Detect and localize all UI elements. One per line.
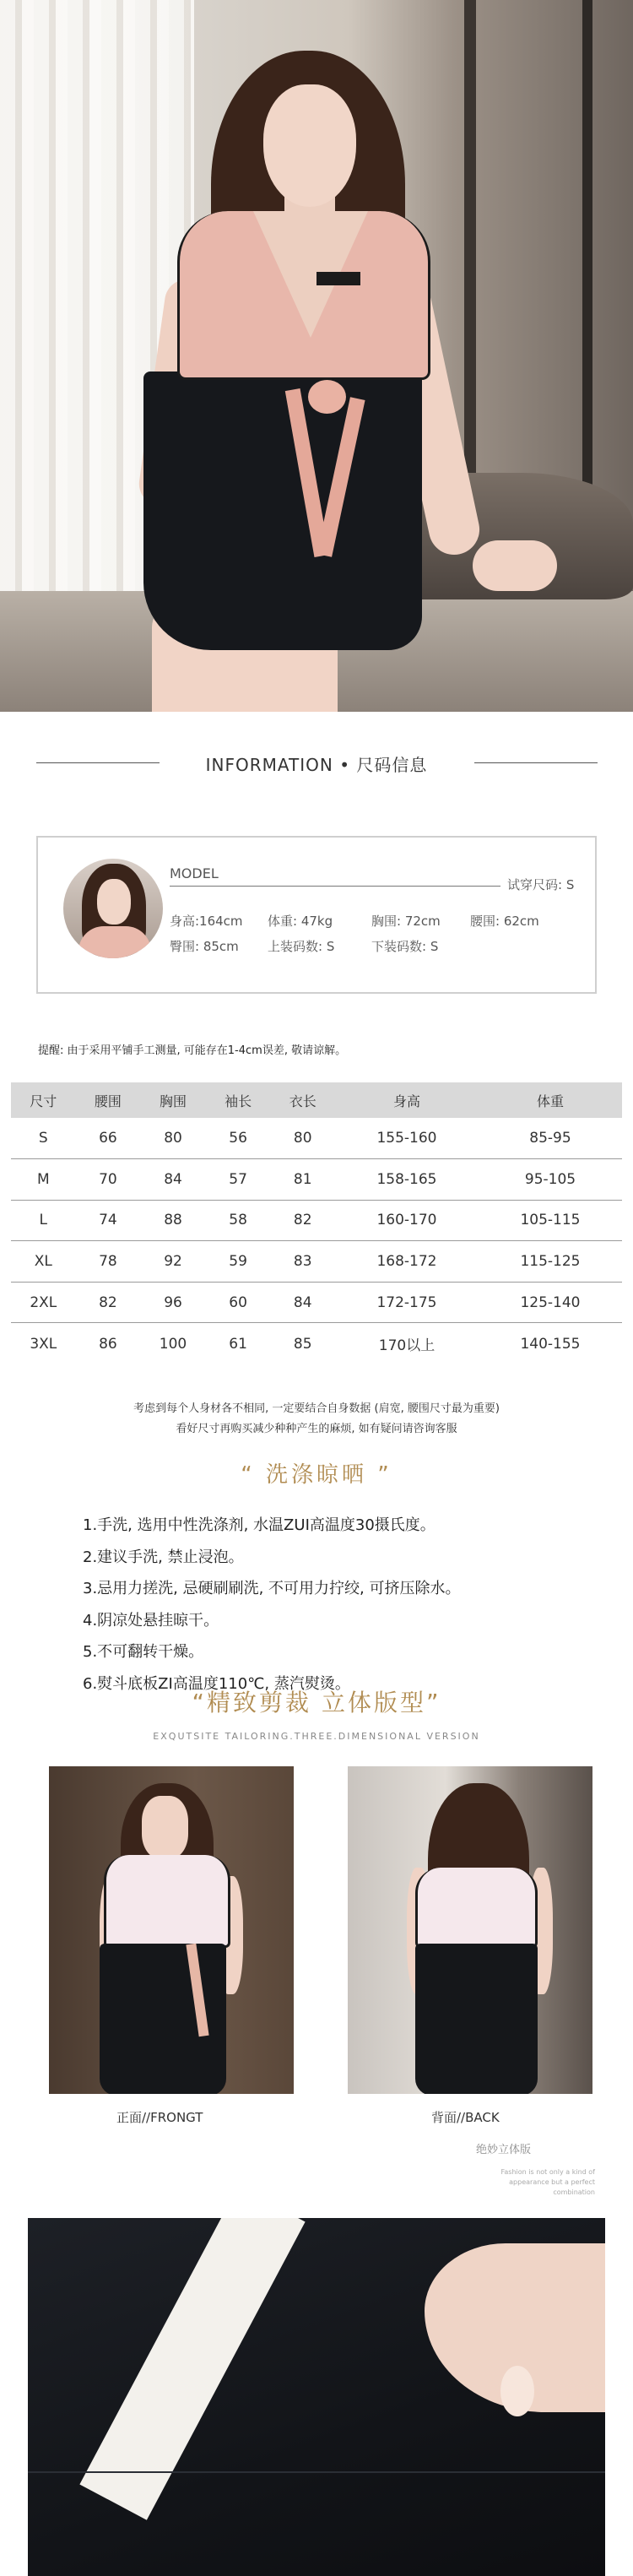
trial-size: 试穿尺码: S: [507, 877, 575, 892]
size-table: [11, 1082, 622, 1364]
hem-seam: [28, 2471, 605, 2473]
model-bottom-size: 下装码数: S: [371, 939, 439, 954]
table-cell: S: [11, 1118, 76, 1159]
list-item: 2.建议手洗, 禁止浸泡。: [83, 1548, 244, 1566]
fingernail: [500, 2366, 534, 2416]
table-cell: 61: [229, 1335, 247, 1353]
hero-model-photo: [0, 0, 633, 712]
model-face: [263, 84, 356, 207]
table-cell: 85: [293, 1335, 312, 1353]
back-caption: 背面//BACK: [431, 2110, 500, 2125]
black-skirt: [143, 371, 422, 650]
table-cell: 80: [270, 1118, 335, 1159]
table-cell: 160-170: [335, 1200, 479, 1241]
table-cell: 58: [206, 1200, 271, 1241]
list-item: 6.熨斗底板ZI高温度110℃, 蒸汽熨烫。: [83, 1674, 350, 1693]
table-row: [11, 1323, 622, 1364]
wash-title: “ 洗涤晾晒 ”: [241, 1462, 392, 1488]
model-label: MODEL: [170, 865, 219, 881]
table-cell: 82: [76, 1282, 141, 1323]
table-cell: M: [11, 1159, 76, 1201]
table-cell: 155-160: [335, 1118, 479, 1159]
tailoring-subtitle: EXQUTSITE TAILORING.THREE.DIMENSIONAL VERSION: [153, 1731, 480, 1742]
table-cell: 57: [206, 1159, 271, 1201]
float-title: 绝妙立体版: [476, 2144, 532, 2156]
table-cell: 168-172: [335, 1241, 479, 1283]
bow-knot: [308, 380, 346, 414]
table-row: [11, 1282, 622, 1323]
table-cell: 60: [206, 1282, 271, 1323]
col-header: 身高: [335, 1082, 479, 1118]
col-header: 胸围: [140, 1082, 206, 1118]
table-cell: 56: [206, 1118, 271, 1159]
model-bust: 胸围: 72cm: [371, 914, 441, 929]
model-waist: 腰围: 62cm: [470, 914, 539, 929]
front-photo: [49, 1766, 294, 2094]
table-cell: 115-125: [479, 1241, 622, 1283]
col-header: 体重: [479, 1082, 622, 1118]
table-cell: 158-165: [335, 1159, 479, 1201]
table-cell: 2XL: [11, 1282, 76, 1323]
model-height: 身高:164cm: [170, 914, 243, 929]
col-header: 尺寸: [11, 1082, 76, 1118]
table-cell: 74: [76, 1200, 141, 1241]
table-cell: 66: [76, 1118, 141, 1159]
size-note: 看好尺寸再购买减少种种产生的麻烦, 如有疑问请咨询客服: [176, 1423, 457, 1435]
fabric-detail-photo: [28, 2218, 605, 2576]
table-row: [11, 1159, 622, 1201]
chest-pocket: [316, 272, 360, 285]
col-header: 衣长: [270, 1082, 335, 1118]
table-cell: 172-175: [335, 1282, 479, 1323]
table-cell: 59: [206, 1241, 271, 1283]
table-cell: 170以上: [378, 1337, 436, 1355]
table-cell: 86: [99, 1335, 117, 1353]
table-cell: 85-95: [479, 1118, 622, 1159]
tailoring-title: “精致剪裁 立体版型”: [192, 1689, 441, 1716]
table-cell: 84: [140, 1159, 206, 1201]
model-underline: [170, 886, 500, 887]
table-cell: 100: [159, 1335, 187, 1353]
model-top-size: 上装码数: S: [268, 939, 335, 954]
table-cell: 105-115: [479, 1200, 622, 1241]
divider-right: [474, 762, 598, 763]
table-cell: 92: [140, 1241, 206, 1283]
front-caption: 正面//FRONGT: [116, 2110, 203, 2125]
table-cell: 84: [270, 1282, 335, 1323]
col-header: 袖长: [206, 1082, 271, 1118]
model-hip: 臀围: 85cm: [170, 939, 239, 954]
back-photo: [348, 1766, 592, 2094]
avatar: [63, 859, 163, 958]
table-cell: 125-140: [479, 1282, 622, 1323]
list-item: 5.不可翻转干燥。: [83, 1643, 204, 1661]
float-subtitle: Fashion is not only a kind of appearance but a perfect combination: [500, 2168, 595, 2196]
table-row: [11, 1118, 622, 1159]
list-item: 1.手洗, 选用中性洗涤剂, 水温ZUI高温度30摄氏度。: [83, 1516, 436, 1534]
wash-instructions: [83, 1510, 461, 1700]
model-info-card: [36, 836, 597, 994]
size-table-header: [11, 1082, 622, 1118]
size-note: 考虑到每个人身材各不相同, 一定要结合自身数据 (肩宽, 腰围尺寸最为重要): [133, 1402, 500, 1415]
info-title: INFORMATION • 尺码信息: [205, 755, 428, 775]
measurement-notice: 提醒: 由于采用平铺手工测量, 可能存在1-4cm误差, 敬请谅解。: [38, 1044, 347, 1057]
table-cell: 95-105: [479, 1159, 622, 1201]
table-cell: 3XL: [30, 1335, 57, 1353]
table-cell: 96: [140, 1282, 206, 1323]
table-cell: 70: [76, 1159, 141, 1201]
table-cell: 82: [270, 1200, 335, 1241]
list-item: 4.阴凉处悬挂晾干。: [83, 1611, 219, 1630]
col-header: 腰围: [76, 1082, 141, 1118]
table-cell: 83: [270, 1241, 335, 1283]
table-cell: 140-155: [520, 1335, 581, 1353]
table-cell: 78: [76, 1241, 141, 1283]
white-sash: [79, 2218, 305, 2520]
list-item: 3.忌用力搓洗, 忌硬刷刷洗, 不可用力拧绞, 可挤压除水。: [83, 1580, 461, 1597]
table-row: [11, 1200, 622, 1241]
model-hand: [473, 540, 557, 591]
table-cell: 88: [140, 1200, 206, 1241]
table-row: [11, 1241, 622, 1283]
table-cell: 81: [270, 1159, 335, 1201]
table-cell: L: [11, 1200, 76, 1241]
table-cell: XL: [11, 1241, 76, 1283]
table-cell: 80: [140, 1118, 206, 1159]
model-weight: 体重: 47kg: [268, 914, 333, 929]
